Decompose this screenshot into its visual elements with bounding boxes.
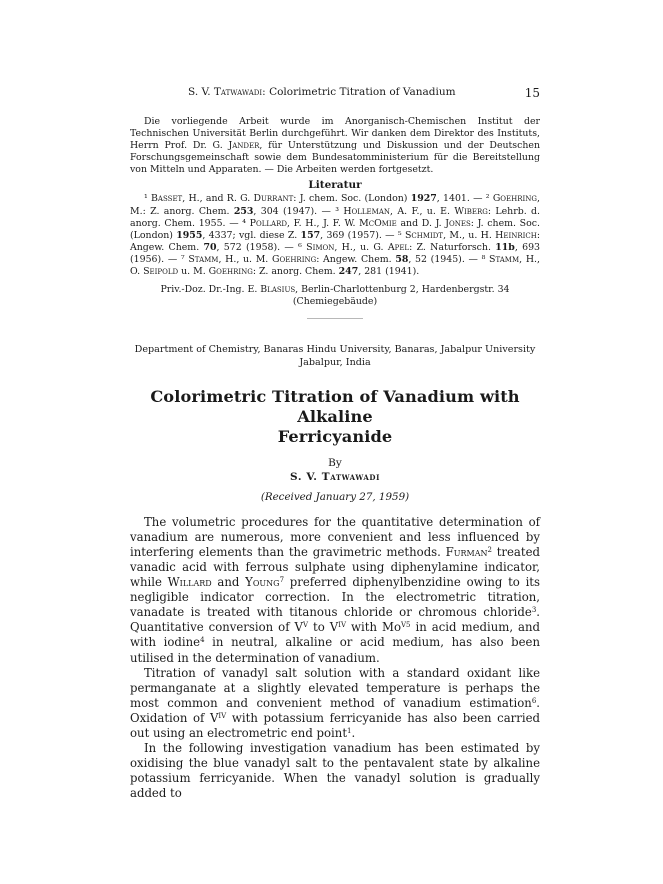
author-address-line2: (Chemiegebäude) [292,296,378,308]
ref-author: McOmie [359,217,397,229]
ref-author: Basset [151,193,183,205]
ref-author: Schmidt [404,229,444,241]
ref-author: Goehring [208,266,253,278]
ref-author: Apel [387,241,410,253]
ref-volume: 58 [395,253,409,265]
article-title: Colorimetric Titration of Vanadium with Alkaline Ferricyanide [150,386,520,446]
ref-author: Seipold [143,266,179,278]
received-date: (Received January 27, 1959) [260,490,410,503]
author-address-line1: Priv.-Doz. Dr.-Ing. E. Blasius, Berlin-Charlottenburg 2, Hardenbergstr. 34 [160,284,510,296]
person-name: Furman [445,544,488,559]
ref-volume: 1927 [410,193,437,205]
running-head-author: S. V. Tatwawadi [188,86,263,98]
ref-author: Wiberg [454,205,488,217]
person-name: Willard [167,575,212,590]
ref-author: Stamm [489,253,520,265]
ref-author: Simon [306,241,335,253]
body-paragraph: Titration of vanadyl salt solution with a standard oxidant like permanganate at a slightly elevated temperature is perhaps the most common and convenient method of vanadium estimation$^6$. Oxidation of $V^{IV}$ with potassium ferricyanide has also been carried out using an electrometric end point$^1$. [130,665,540,741]
running-head-article-title: Colorimetric Titration of Vanadium [269,86,456,98]
body-paragraph: The volumetric procedures for the quantitative determination of vanadium are numerous, more convenient and less influenced by interfering elements than the gravimetric methods. Furman$^2$ treated vanadic acid with ferrous sulphate using diphenylamine indicator, while Willard and Young$^7$ preferred diphenylbenzidine owing to its negligible indicator correction. In the electrometric titration, vanadate is treated with titanous chloride or chromous chloride$^3$. Quantitative conversion of $V^V$ to $V^{IV}$ with $Mo^{V5}$ in acid medium, and with iodine$^4$ in neutral, alkaline or acid medium, has also been utilised in the determination of vanadium. [130,514,541,665]
author-address [130,284,540,308]
ref-author: Jones [445,217,471,229]
acknowledgement-paragraph: Die vorliegende Arbeit wurde im Anorganisch-Chemischen Institut der Technischen Universität Berlin durchgeführt. Wir danken dem Direktor des Instituts, Herrn Prof. Dr. G. Jander, für Unterstützung und Diskussion und der Deutschen Forschungsgemeinschaft sowie dem Bundesatomministerium für die Bereitstellung von Mitteln und Apparaten. — Die Arbeiten werden fortgesetzt. [130,116,540,176]
person-name: Jander [228,140,260,152]
ref-volume: 247 [338,266,359,278]
running-head [130,86,540,102]
ref-volume: 253 [233,205,254,217]
ref-author: Stamm [188,253,219,265]
person-name: Young [245,575,280,590]
article-body [130,515,540,802]
ref-volume: 11b [495,241,515,253]
reference-list: ¹ Basset, H., and R. G. Durrant: J. chem. Soc. (London) 1927, 1401. — ² Goehring, M.: Z. anorg. Chem. 253, 304 (1947). — ³ Holleman, A. F., u. E. Wiberg: Lehrb. d. anorg. Chem. 1955. — ⁴ Pollard, F. H., J. F. W. McOmie and D. J. Jones: J. chem. Soc. (London) 1955, 4337; vgl. diese Z. 157, 369 (1957). — ⁵ Schmidt, M., u. H. Heinrich: Angew. Chem. 70, 572 (1958). — ⁶ Simon, H., u. G. Apel: Z. Naturforsch. 11b, 693 (1956). — ⁷ Stamm, H., u. M. Goehring: Angew. Chem. 58, 52 (1945). — ⁸ Stamm, H., O. Seipold u. M. Goehring: Z. anorg. Chem. 247, 281 (1941). [130,193,541,278]
ref-author: Goehring [271,253,317,265]
ref-author: Pollard [249,217,287,229]
article-author: S. V. Tatwawadi [290,470,380,483]
body-paragraph: In the following investigation vanadium has been estimated by oxidising the blue vanadyl salt to the pentavalent state by alkaline potassium ferricyanide. When the vanadyl solution is gradually added to [130,741,540,801]
ref-volume: 157 [300,229,321,241]
journal-page [130,86,540,802]
ref-author: Durrant [253,193,294,205]
ref-author: Heinrich [495,229,537,241]
ref-volume: 1955 [176,229,203,241]
section-divider [307,318,363,319]
ref-author: Goehring [492,193,538,205]
department-affiliation: Department of Chemistry, Banaras Hindu University, Banaras, Jabalpur University Jabalpur, India [134,344,536,368]
literatur-heading: Literatur [308,179,362,192]
ref-volume: 70 [203,241,217,253]
ref-author: Holleman [343,205,391,217]
running-head-title: S. V. Tatwawadi: Colorimetric Titration of Vanadium [188,86,456,98]
page-number: 15 [524,86,540,100]
byline-by: By [328,456,342,469]
